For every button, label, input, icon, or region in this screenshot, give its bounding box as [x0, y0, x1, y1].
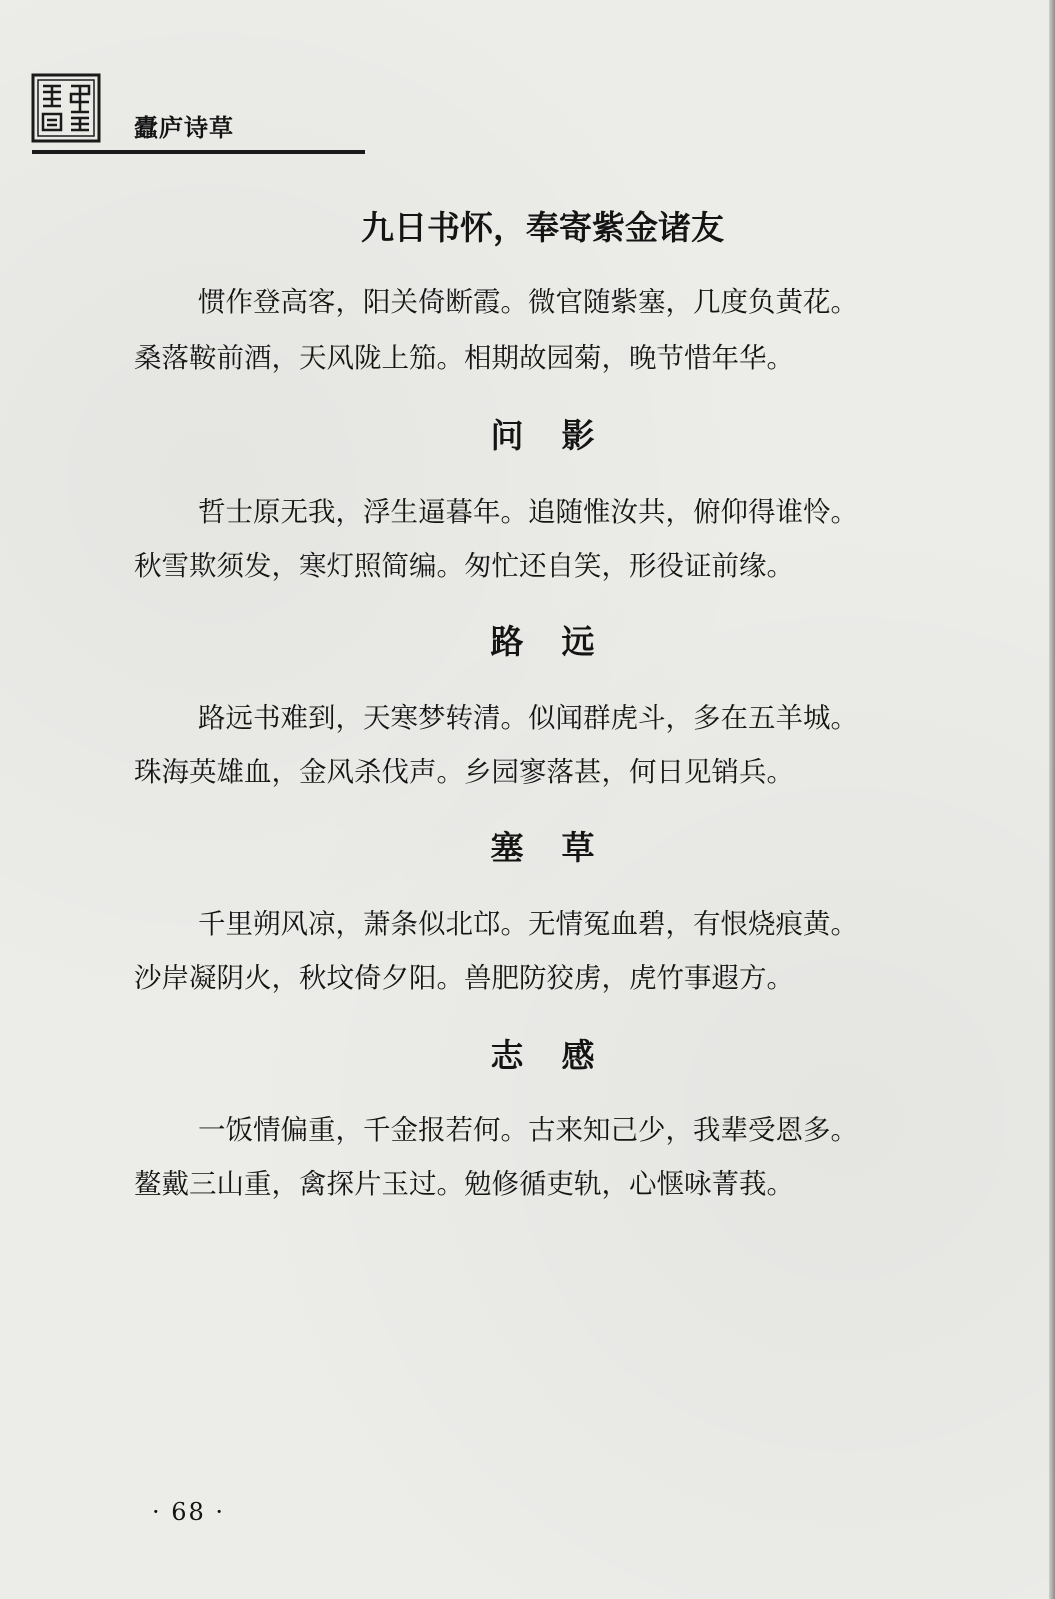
poem-line: 桑落鞍前酒，天风陇上笳。相期故园菊，晚节惜年华。	[134, 342, 794, 374]
poem-line: 珠海英雄血，金风杀伐声。乡园寥落甚，何日见销兵。	[134, 756, 794, 788]
page-number: · 68 ·	[152, 1498, 226, 1526]
poem-line: 惯作登高客，阳关倚断霞。微官随紫塞，几度负黄花。	[198, 286, 858, 318]
poem-title: 志感	[490, 1036, 633, 1075]
poem-title: 路远	[490, 622, 633, 661]
poem-line: 鳌戴三山重，禽探片玉过。勉修循吏轨，心惬咏菁莪。	[134, 1168, 794, 1200]
header-rule	[32, 150, 365, 154]
poem-title: 九日书怀，奉寄紫金诸友	[361, 208, 724, 247]
poem-line: 秋雪欺须发，寒灯照简编。匆忙还自笑，形役证前缘。	[134, 550, 794, 582]
poem-line: 沙岸凝阴火，秋坟倚夕阳。兽肥防狡虏，虎竹事遐方。	[134, 962, 794, 994]
poem-line: 千里朔风凉，萧条似北邙。无情冤血碧，有恨烧痕黄。	[198, 908, 858, 940]
poem-title: 塞草	[490, 828, 633, 867]
page-edge-shadow	[1049, 0, 1055, 1599]
poem-line: 路远书难到，天寒梦转清。似闻群虎斗，多在五羊城。	[198, 702, 858, 734]
poem-line: 哲士原无我，浮生逼暮年。追随惟汝共，俯仰得谁怜。	[198, 496, 858, 528]
poem-title: 问影	[490, 416, 633, 455]
seal-stamp-icon	[30, 72, 102, 144]
poem-line: 一饭情偏重，千金报若何。古来知己少，我辈受恩多。	[198, 1114, 858, 1146]
running-title: 蠹庐诗草	[134, 114, 234, 142]
